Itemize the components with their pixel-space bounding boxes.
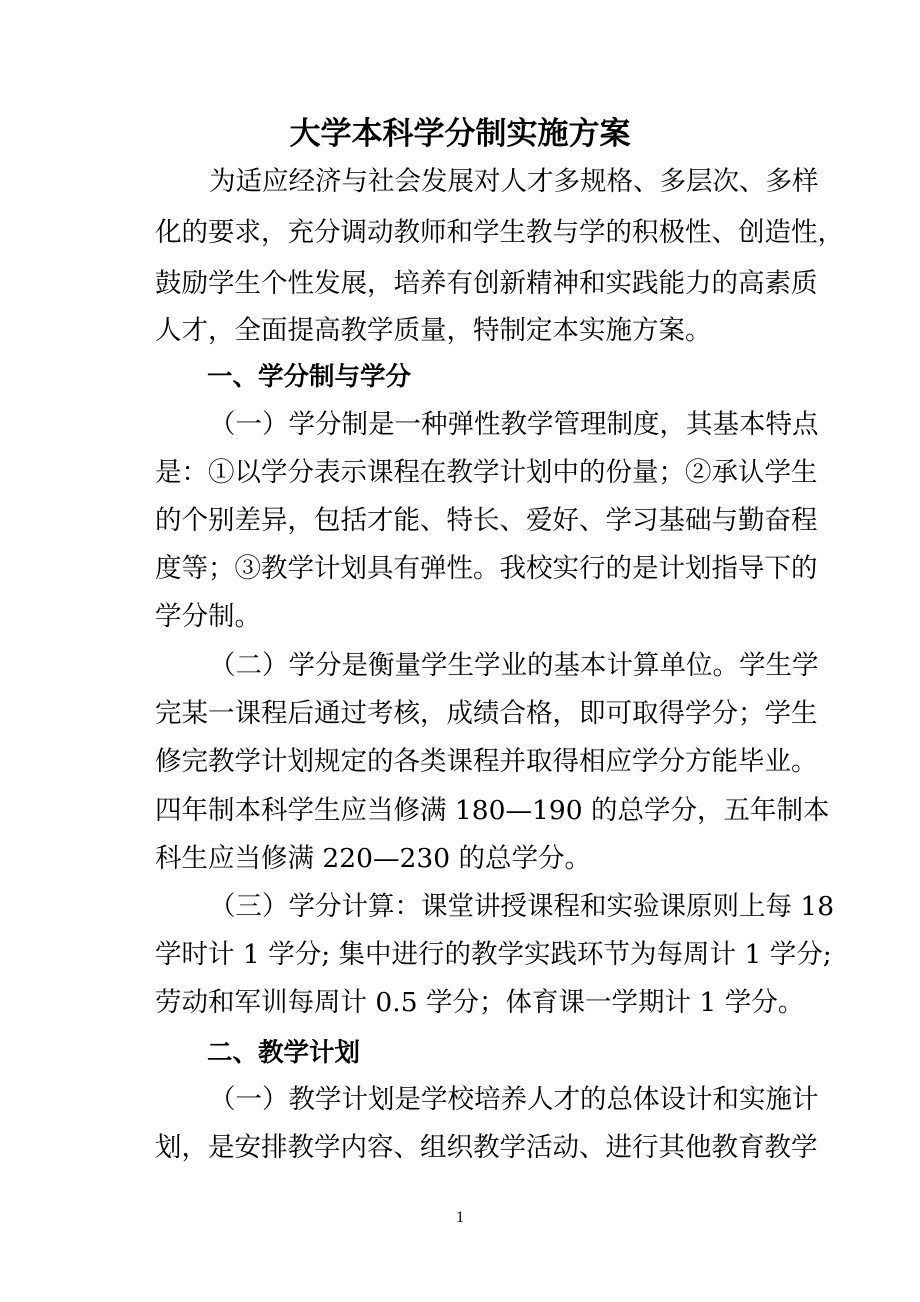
document-title: 大学本科学分制实施方案	[289, 116, 631, 152]
paragraph-line: 鼓励学生个性发展，培养有创新精神和实践能力的高素质	[155, 268, 818, 299]
paragraph-line: 劳动和军训每周计 0.5 学分；体育课一学期计 1 学分。	[155, 987, 805, 1018]
paragraph-line: 化的要求，充分调动教师和学生教与学的积极性、创造性，	[155, 217, 844, 248]
paragraph-line: （一）学分制是一种弹性教学管理制度，其基本特点	[209, 409, 819, 440]
page-number: 1	[456, 1209, 464, 1226]
paragraph-line: 完某一课程后通过考核，成绩合格，即可取得学分；学生	[155, 698, 818, 729]
paragraph-line: （三）学分计算：课堂讲授课程和实验课原则上每 18	[209, 891, 835, 922]
paragraph-line: 的个别差异，包括才能、特长、爱好、学习基础与勤奋程	[155, 505, 818, 536]
paragraph-line: 划，是安排教学内容、组织教学活动、进行其他教育教学	[155, 1132, 818, 1163]
section-heading: 二、教学计划	[207, 1038, 361, 1068]
paragraph-line: 度等；③教学计划具有弹性。我校实行的是计划指导下的	[155, 553, 818, 584]
paragraph-line: 人才，全面提高教学质量，特制定本实施方案。	[155, 315, 712, 346]
paragraph-line: 学时计 1 学分; 集中进行的教学实践环节为每周计 1 学分;	[155, 939, 832, 970]
paragraph-line: 科生应当修满 220—230 的总学分。	[155, 843, 592, 874]
paragraph-line: 是：①以学分表示课程在教学计划中的份量；②承认学生	[155, 457, 818, 488]
paragraph-line: 学分制。	[155, 601, 261, 632]
paragraph-line: （二）学分是衡量学生学业的基本计算单位。学生学	[209, 650, 819, 681]
paragraph-line: （一）教学计划是学校培养人才的总体设计和实施计	[209, 1084, 819, 1115]
paragraph-line: 修完教学计划规定的各类课程并取得相应学分方能毕业。	[155, 746, 818, 777]
paragraph-line: 为适应经济与社会发展对人才多规格、多层次、多样	[209, 166, 819, 197]
section-heading: 一、学分制与学分	[207, 362, 412, 392]
paragraph-line: 四年制本科学生应当修满 180—190 的总学分，五年制本	[155, 795, 830, 826]
